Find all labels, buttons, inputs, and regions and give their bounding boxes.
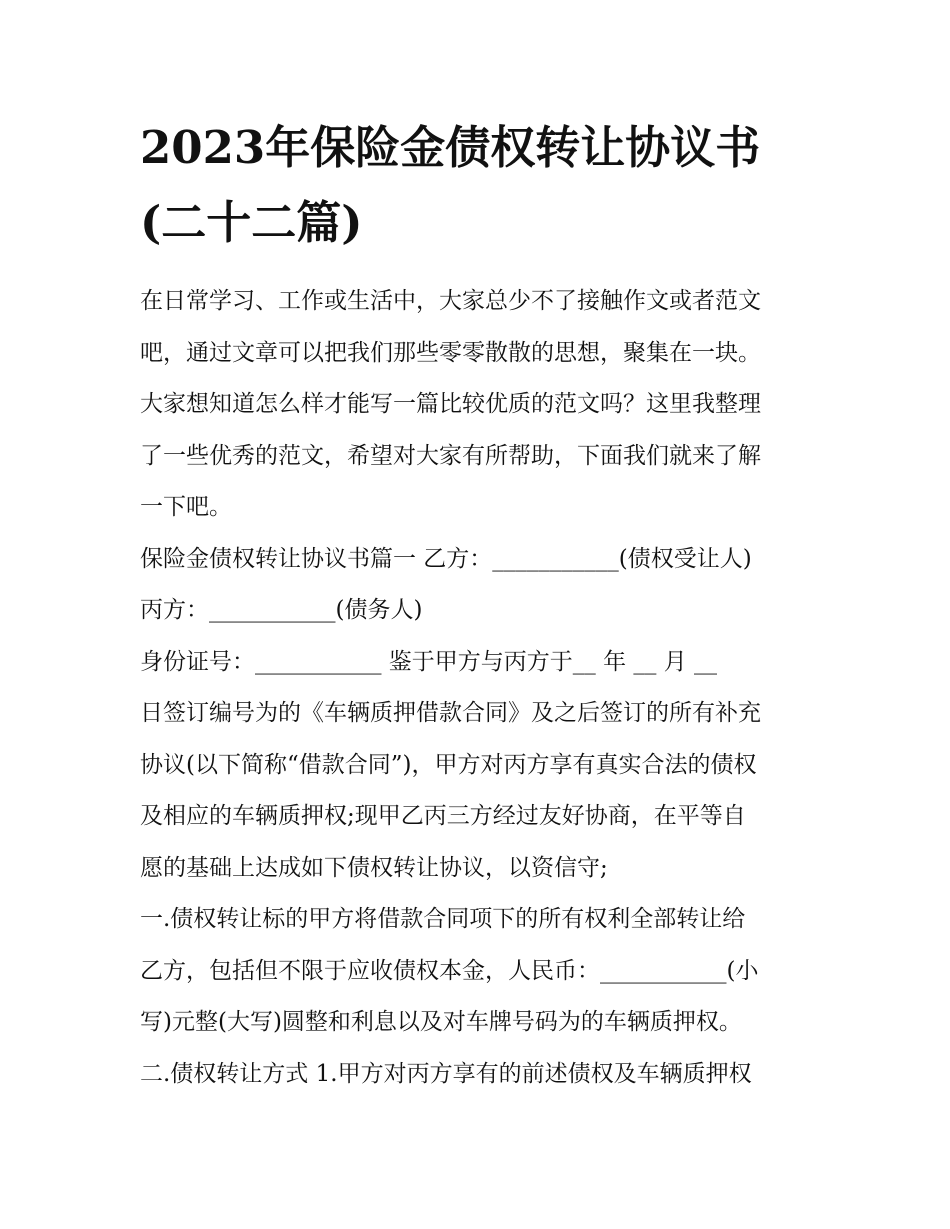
body-line: 二.债权转让方式 1.甲方对丙方享有的前述债权及车辆质押权 xyxy=(140,1060,752,1087)
body-line: 大家想知道怎么样才能写一篇比较优质的范文吗？这里我整理 xyxy=(140,391,761,417)
body-line: 乙方，包括但不限于应收债权本金，人民币：___________(小 xyxy=(140,957,759,984)
body-line: 身份证号：___________ 鉴于甲方与丙方于__ 年 __ 月 __ xyxy=(140,648,718,675)
body-line: 及相应的车辆质押权;现甲乙丙三方经过友好协商，在平等自 xyxy=(140,803,746,829)
body-line: 一.债权转让标的甲方将借款合同项下的所有权利全部转让给 xyxy=(140,906,746,932)
body-line: 了一些优秀的范文，希望对大家有所帮助，下面我们就来了解 xyxy=(140,442,761,469)
title-line-2: (二十二篇) xyxy=(140,196,363,249)
body-line: 在日常学习、工作或生活中，大家总少不了接触作文或者范文 xyxy=(140,288,761,314)
body-line: 日签订编号为的《车辆质押借款合同》及之后签订的所有补充 xyxy=(140,700,761,726)
body-line: 吧，通过文章可以把我们那些零零散散的思想，聚集在一块。 xyxy=(140,339,761,366)
body-line: 保险金债权转让协议书篇一 乙方：___________(债权受让人) xyxy=(140,545,752,572)
document-page xyxy=(140,110,820,1100)
body-line: 丙方：___________(债务人) xyxy=(140,597,423,623)
body-line: 一下吧。 xyxy=(140,494,232,520)
body-line: 协议(以下简称“借款合同”)，甲方对丙方享有真实合法的债权 xyxy=(140,751,757,778)
document-title xyxy=(140,110,820,260)
body-line: 写)元整(大写)圆整和利息以及对车牌号码为的车辆质押权。 xyxy=(140,1009,742,1035)
document-body xyxy=(140,276,820,1100)
body-line: 愿的基础上达成如下债权转让协议，以资信守; xyxy=(140,854,608,881)
title-line-1: 2023年保险金债权转让协议书 xyxy=(140,121,761,174)
